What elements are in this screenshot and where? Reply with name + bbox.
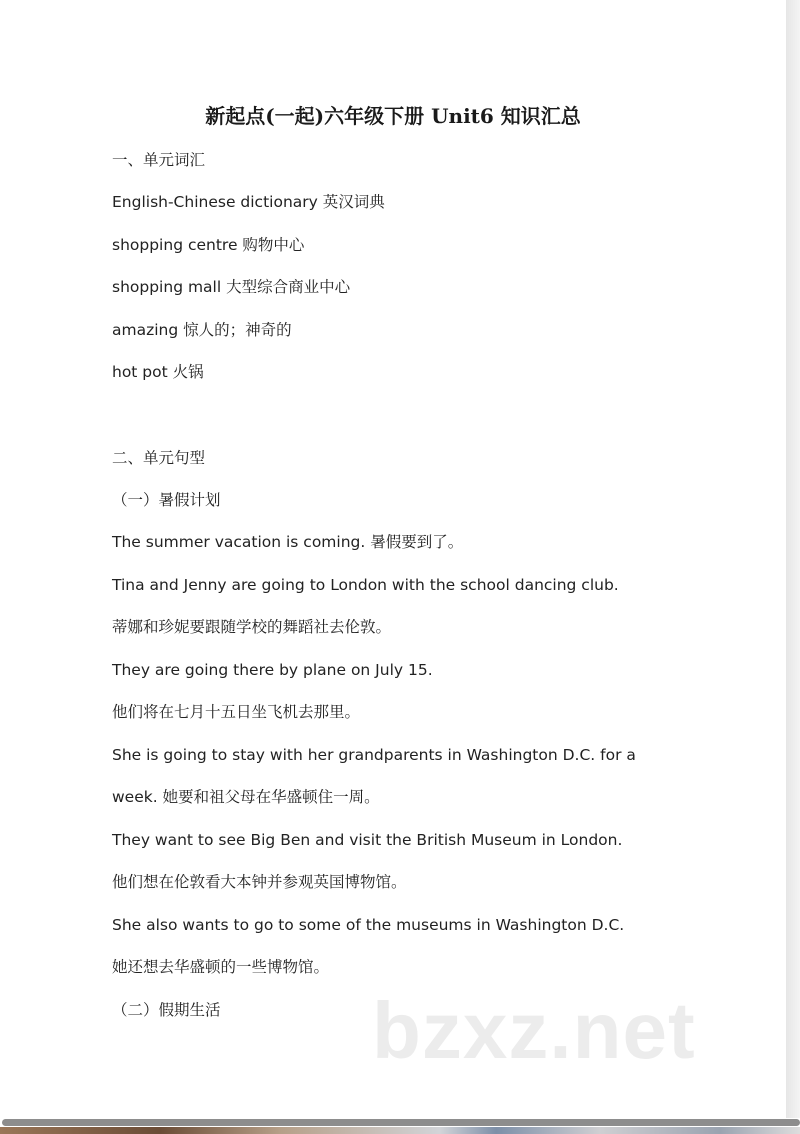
subsection-heading: （一）暑假计划 <box>112 491 221 509</box>
sentence-line: 她还想去华盛顿的一些博物馆。 <box>112 958 330 976</box>
vocab-item: shopping mall 大型综合商业中心 <box>112 278 351 296</box>
background-image-strip <box>0 1127 800 1134</box>
sentence-line: 他们将在七月十五日坐飞机去那里。 <box>112 703 361 721</box>
vocab-item: shopping centre 购物中心 <box>112 236 305 254</box>
sentence-line: They want to see Big Ben and visit the British Museum in London. <box>112 831 623 849</box>
sentence-line: She is going to stay with her grandparents in Washington D.C. for a <box>112 746 636 764</box>
sentence-line: She also wants to go to some of the museums in Washington D.C. <box>112 916 625 934</box>
document-title: 新起点(一起)六年级下册 Unit6 知识汇总 <box>205 104 581 128</box>
horizontal-scrollbar[interactable] <box>2 1119 800 1126</box>
vocab-item: hot pot 火锅 <box>112 363 204 381</box>
sentence-line: The summer vacation is coming. 暑假要到了。 <box>112 533 464 551</box>
sentence-line: 蒂娜和珍妮要跟随学校的舞蹈社去伦敦。 <box>112 618 392 636</box>
watermark: bzxz.net <box>372 986 696 1075</box>
section-heading-sentences: 二、单元句型 <box>112 449 206 467</box>
section-heading-vocabulary: 一、单元词汇 <box>112 151 206 169</box>
sentence-line: Tina and Jenny are going to London with the school dancing club. <box>112 576 619 594</box>
sentence-line: They are going there by plane on July 15. <box>112 661 433 679</box>
page-edge <box>786 0 800 1118</box>
sentence-line: 他们想在伦敦看大本钟并参观英国博物馆。 <box>112 873 407 891</box>
vocab-item: amazing 惊人的；神奇的 <box>112 321 292 339</box>
sentence-line: week. 她要和祖父母在华盛顿住一周。 <box>112 788 380 806</box>
subsection-heading: （二）假期生活 <box>112 1001 221 1019</box>
vocab-item: English-Chinese dictionary 英汉词典 <box>112 193 385 211</box>
